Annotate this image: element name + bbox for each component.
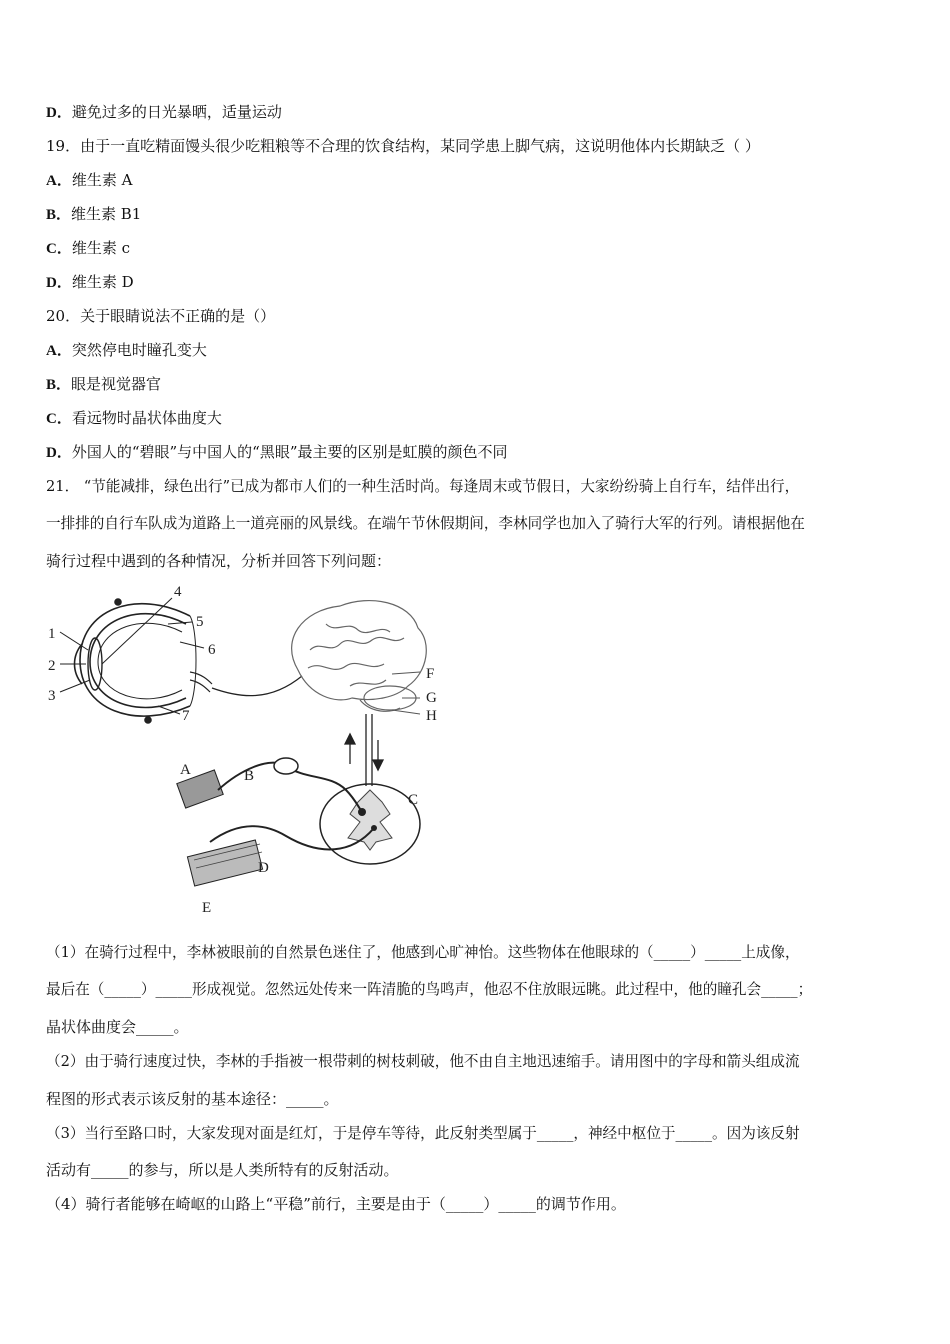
optic-nerve <box>212 676 302 696</box>
option-text: 突然停电时瞳孔变大 <box>71 341 207 359</box>
eyeball-diagram <box>75 599 213 723</box>
option-letter: C． <box>46 411 72 427</box>
option-text: 维生素 A <box>71 171 133 189</box>
option-text: 维生素 B1 <box>71 205 142 223</box>
reflex-label-e: E <box>202 900 212 916</box>
brain-label-g: G <box>426 690 437 706</box>
brain-diagram <box>292 601 427 712</box>
q21-stem-line-2: 一排排的自行车队成为道路上一道亮丽的风景线。在端午节休假期间，李林同学也加入了骑行大军的行列。请根据他在 <box>46 515 805 532</box>
brain-label-f: F <box>426 666 435 682</box>
option-letter: A． <box>46 173 72 189</box>
q21-sub-line-5: 程图的形式表示该反射的基本途径：_____。 <box>46 1090 339 1108</box>
eye-label-3: 3 <box>48 688 56 704</box>
option-letter: D． <box>46 445 72 461</box>
reflex-label-b: B <box>244 768 255 784</box>
option-letter: D． <box>46 105 72 121</box>
q21-sub-line-6: （3）当行至路口时，大家发现对面是红灯，于是停车等待，此反射类型属于_____，神经中枢位于_____。因为该反射 <box>46 1125 800 1142</box>
option-text: 看远物时晶状体曲度大 <box>71 409 222 427</box>
spinal-tracts <box>345 714 383 786</box>
option-text: 维生素 c <box>71 239 131 257</box>
brain-label-h: H <box>426 708 437 724</box>
q19-option-a <box>46 170 910 191</box>
q21-stem-line-3: 骑行过程中遇到的各种情况，分析并回答下列问题： <box>46 552 392 570</box>
option-letter: D． <box>46 275 72 291</box>
q18-option-d <box>46 102 910 123</box>
option-letter: C． <box>46 241 72 257</box>
eye-label-4: 4 <box>174 584 182 600</box>
option-letter: B． <box>46 377 72 393</box>
option-text: 避免过多的日光暴晒，适量运动 <box>71 103 282 121</box>
q21-sub-line-8: （4）骑行者能够在崎岖的山路上“平稳”前行，主要是由于（_____）_____的调节作用。 <box>46 1195 626 1213</box>
q21-stem-line-1: 21． “节能减排，绿色出行”已成为都市人们的一种生活时尚。每逢周末或节假日，大家纷纷骑上自行车，结伴出行， <box>46 478 800 495</box>
eye-label-7: 7 <box>182 708 190 724</box>
eye-label-6: 6 <box>208 642 216 658</box>
eye-label-1: 1 <box>48 626 56 642</box>
reflex-arc-figure <box>40 580 510 920</box>
option-text: 外国人的“碧眼”与中国人的“黑眼”最主要的区别是虹膜的颜色不同 <box>71 443 508 461</box>
eye-label-5: 5 <box>196 614 204 630</box>
reflex-label-a: A <box>180 762 191 778</box>
option-letter: B． <box>46 207 72 223</box>
q19-option-b <box>46 204 910 225</box>
effector-muscle <box>187 840 262 886</box>
q21-sub-line-1: （1）在骑行过程中，李林被眼前的自然景色迷住了，他感到心旷神怡。这些物体在他眼球的（_____）_____上成像， <box>46 944 800 961</box>
q21-sub-line-2: 最后在（_____）_____形成视觉。忽然远处传来一阵清脆的鸟鸣声，他忍不住放眼远眺。此过程中，他的瞳孔会_____； <box>46 981 813 998</box>
q19-option-d <box>46 272 910 293</box>
q20-option-a <box>46 340 910 361</box>
q20-option-d <box>46 442 910 463</box>
q20-option-c <box>46 408 910 429</box>
q21-sub-line-7: 活动有_____的参与，所以是人类所特有的反射活动。 <box>46 1161 399 1179</box>
reflex-label-c: C <box>408 792 419 808</box>
eye-label-2: 2 <box>48 658 56 674</box>
q20-stem: 20．关于眼睛说法不正确的是（） <box>46 307 276 325</box>
spinal-ganglion <box>274 758 298 774</box>
q21-sub-line-4: （2）由于骑行速度过快，李林的手指被一根带刺的树枝刺破，他不由自主地迅速缩手。请用图中的字母和箭头组成流 <box>46 1053 800 1070</box>
q20-option-b <box>46 374 910 395</box>
reflex-label-d: D <box>258 860 269 876</box>
option-text: 眼是视觉器官 <box>71 375 162 393</box>
q19-stem: 19．由于一直吃精面馒头很少吃粗粮等不合理的饮食结构，某同学患上脚气病，这说明他体内长期缺乏（ ） <box>46 137 760 155</box>
option-text: 维生素 D <box>71 273 134 291</box>
spinal-cord-section <box>320 784 420 864</box>
option-letter: A． <box>46 343 72 359</box>
q19-option-c <box>46 238 910 259</box>
q21-sub-line-3: 晶状体曲度会_____。 <box>46 1018 189 1036</box>
